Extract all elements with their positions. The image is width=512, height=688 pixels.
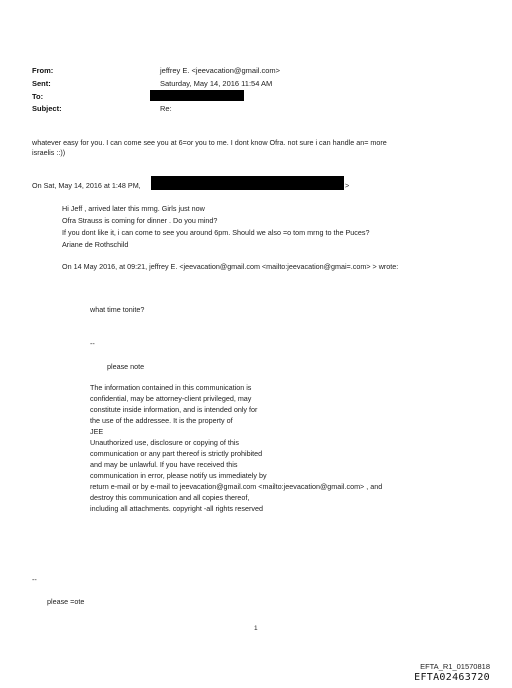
quote2-question: what time tonite?	[90, 305, 145, 314]
quote1-line-2: Ofra Strauss is coming for dinner . Do you mind?	[62, 216, 218, 225]
disclaimer-line: communication or any part thereof is strictly prohibited	[90, 449, 263, 458]
sent-label: Sent:	[32, 79, 51, 88]
disclaimer-line: JEE	[90, 427, 104, 436]
disclaimer-line: Unauthorized use, disclosure or copying of this	[90, 438, 240, 447]
to-label: To:	[32, 92, 44, 101]
reply-line-1: whatever easy for you. I can come see you at 6=or you to me. I dont know Ofra. not sure i can handle an= more	[32, 138, 387, 147]
disclaimer-line: return e-mail or by e-mail to jeevacation@gmail.com <mailto:jeevacation@gmail.com> , and	[90, 482, 383, 491]
disclaimer-line: constitute inside information, and is intended only for	[90, 405, 258, 414]
to-redaction	[150, 90, 244, 101]
quote2-separator: --	[90, 339, 95, 348]
disclaimer-line: destroy this communication and all copies thereof,	[90, 493, 250, 502]
tail-separator: --	[32, 575, 37, 584]
tail-please-note: please =ote	[47, 597, 85, 606]
disclaimer-line: confidential, may be attorney-client privileged, may	[90, 394, 252, 403]
subject-label: Subject:	[32, 104, 62, 113]
quote1-line-1: Hi Jeff , arrived later this mrng. Girls just now	[62, 204, 205, 213]
quote1-line-4: Ariane de Rothschild	[62, 240, 129, 249]
from-label: From:	[32, 66, 54, 75]
reply-line-2: israelis ::))	[32, 148, 66, 157]
quote1-attribution: On Sat, May 14, 2016 at 1:48 PM,	[32, 181, 141, 190]
bates-number-large: EFTA02463720	[414, 672, 490, 683]
sent-value: Saturday, May 14, 2016 11:54 AM	[160, 79, 273, 88]
quote2-attribution: On 14 May 2016, at 09:21, jeffrey E. <jeevacation@gmail.com <mailto:jeevacation@gmai=.com> > wrote:	[62, 262, 399, 271]
quote2-please-note: please note	[107, 362, 145, 371]
sender-redaction	[151, 176, 344, 190]
quote1-line-3: If you dont like it, i can come to see you around 6pm. Should we also =o tom mrng to the Puces?	[62, 228, 370, 237]
subject-value: Re:	[160, 104, 172, 113]
disclaimer-line: The information contained in this communication is	[90, 383, 252, 392]
disclaimer-line: and may be unlawful. If you have received this	[90, 460, 238, 469]
disclaimer-line: communication in error, please notify us immediately by	[90, 471, 267, 480]
page-number: 1	[254, 625, 258, 632]
disclaimer-line: the use of the addressee. It is the property of	[90, 416, 233, 425]
disclaimer-line: including all attachments. copyright -all rights reserved	[90, 504, 263, 513]
from-value: jeffrey E. <jeevacation@gmail.com>	[160, 66, 281, 75]
bates-number-small: EFTA_R1_01570818	[420, 662, 490, 671]
quote1-attribution-end: >	[345, 181, 350, 190]
